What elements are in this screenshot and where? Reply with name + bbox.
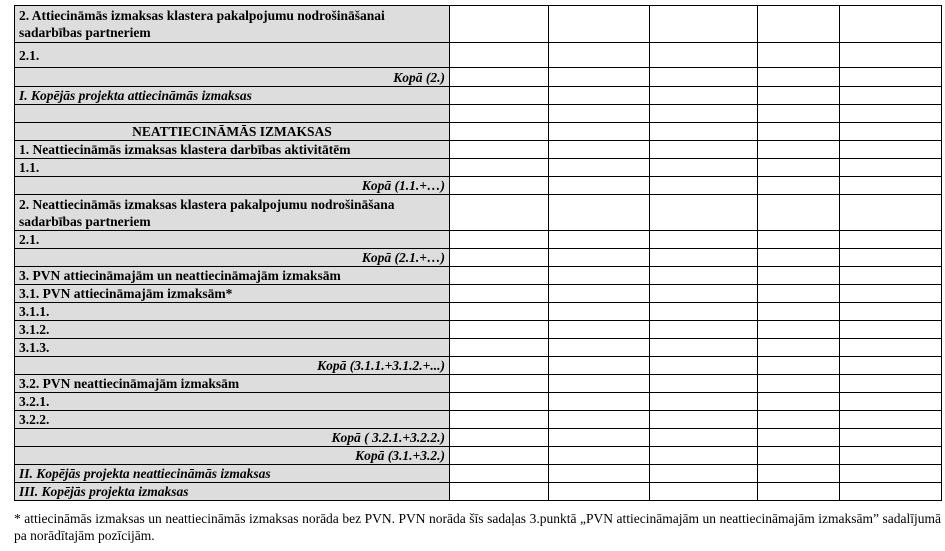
value-cell[interactable] (549, 339, 650, 357)
value-cell[interactable] (549, 68, 650, 87)
cost-table (14, 5, 942, 501)
value-cell[interactable] (758, 195, 840, 231)
value-cell[interactable] (840, 483, 942, 501)
value-cell[interactable] (450, 141, 549, 159)
value-cell[interactable] (840, 123, 942, 141)
row-label: NEATTIECINĀMĀS IZMAKSAS (15, 123, 450, 141)
value-cell[interactable] (650, 68, 758, 87)
value-cell[interactable] (758, 105, 840, 123)
value-cell[interactable] (450, 411, 549, 429)
value-cell[interactable] (450, 429, 549, 447)
value-cell[interactable] (758, 267, 840, 285)
value-cell[interactable] (758, 411, 840, 429)
value-cell[interactable] (450, 177, 549, 195)
table-row (15, 195, 942, 231)
row-label: Kopā (2.) (15, 68, 450, 87)
row-label: 3. PVN attiecināmajām un neattiecināmajām izmaksām (15, 267, 450, 285)
row-label: 3.1. PVN attiecināmajām izmaksām* (15, 285, 450, 303)
value-cell[interactable] (650, 249, 758, 267)
value-cell[interactable] (758, 231, 840, 249)
row-label: Kopā (1.1.+…) (15, 177, 450, 195)
value-cell[interactable] (840, 43, 942, 68)
value-cell[interactable] (450, 6, 549, 43)
table-row (15, 68, 942, 87)
value-cell[interactable] (840, 357, 942, 375)
value-cell[interactable] (840, 321, 942, 339)
value-cell[interactable] (650, 429, 758, 447)
table-row (15, 321, 942, 339)
value-cell[interactable] (758, 123, 840, 141)
value-cell[interactable] (758, 303, 840, 321)
table-row (15, 141, 942, 159)
row-label: I. Kopējās projekta attiecināmās izmaksas (15, 87, 450, 105)
value-cell[interactable] (758, 87, 840, 105)
value-cell[interactable] (650, 141, 758, 159)
row-label: Kopā (3.1.1.+3.1.2.+...) (15, 357, 450, 375)
value-cell[interactable] (650, 123, 758, 141)
value-cell[interactable] (450, 393, 549, 411)
value-cell[interactable] (840, 267, 942, 285)
value-cell[interactable] (758, 339, 840, 357)
value-cell[interactable] (840, 68, 942, 87)
value-cell[interactable] (758, 465, 840, 483)
value-cell[interactable] (840, 249, 942, 267)
value-cell[interactable] (450, 195, 549, 231)
value-cell[interactable] (650, 393, 758, 411)
value-cell[interactable] (450, 159, 549, 177)
value-cell[interactable] (450, 105, 549, 123)
value-cell[interactable] (549, 141, 650, 159)
table-row (15, 6, 942, 43)
value-cell[interactable] (758, 68, 840, 87)
table-row (15, 303, 942, 321)
value-cell[interactable] (840, 393, 942, 411)
value-cell[interactable] (450, 357, 549, 375)
value-cell[interactable] (840, 447, 942, 465)
table-row (15, 123, 942, 141)
row-label (15, 105, 450, 123)
value-cell[interactable] (758, 429, 840, 447)
row-label: 3.1.3. (15, 339, 450, 357)
value-cell[interactable] (549, 285, 650, 303)
value-cell[interactable] (650, 105, 758, 123)
table-row (15, 393, 942, 411)
value-cell[interactable] (758, 447, 840, 465)
value-cell[interactable] (650, 357, 758, 375)
value-cell[interactable] (650, 447, 758, 465)
value-cell[interactable] (650, 6, 758, 43)
value-cell[interactable] (650, 321, 758, 339)
value-cell[interactable] (450, 87, 549, 105)
value-cell[interactable] (840, 411, 942, 429)
table-row (15, 105, 942, 123)
value-cell[interactable] (840, 195, 942, 231)
value-cell[interactable] (450, 43, 549, 68)
table-row (15, 159, 942, 177)
row-label: III. Kopējās projekta izmaksas (15, 483, 450, 501)
row-label: 1.1. (15, 159, 450, 177)
value-cell[interactable] (650, 465, 758, 483)
value-cell[interactable] (758, 357, 840, 375)
row-label: 3.1.2. (15, 321, 450, 339)
row-label: 2.1. (15, 231, 450, 249)
value-cell[interactable] (650, 87, 758, 105)
table-row (15, 447, 942, 465)
value-cell[interactable] (840, 105, 942, 123)
value-cell[interactable] (840, 177, 942, 195)
value-cell[interactable] (450, 123, 549, 141)
table-row (15, 249, 942, 267)
row-label: 3.2. PVN neattiecināmajām izmaksām (15, 375, 450, 393)
value-cell[interactable] (840, 375, 942, 393)
table-row (15, 267, 942, 285)
value-cell[interactable] (549, 231, 650, 249)
value-cell[interactable] (840, 141, 942, 159)
value-cell[interactable] (450, 483, 549, 501)
value-cell[interactable] (450, 465, 549, 483)
table-row (15, 43, 942, 68)
row-label: 2.1. (15, 43, 450, 68)
table-row (15, 177, 942, 195)
value-cell[interactable] (450, 303, 549, 321)
row-label: 2. Attiecināmās izmaksas klastera pakalpojumu nodrošināšanai sadarbības partneriem (15, 6, 450, 43)
value-cell[interactable] (758, 483, 840, 501)
value-cell[interactable] (650, 411, 758, 429)
value-cell[interactable] (450, 285, 549, 303)
footnote: * attiecināmās izmaksas un neattiecināmās izmaksas norāda bez PVN. PVN norāda šīs sadaļas 3.punktā „PVN attiecināmajām un neattiecināmajām izmaksām” sadalījumā pa norādītajām pozīcijām. (14, 511, 941, 543)
value-cell[interactable] (450, 447, 549, 465)
value-cell[interactable] (549, 429, 650, 447)
table-row (15, 357, 942, 375)
value-cell[interactable] (840, 231, 942, 249)
value-cell[interactable] (549, 483, 650, 501)
table-row (15, 429, 942, 447)
value-cell[interactable] (758, 249, 840, 267)
value-cell[interactable] (840, 87, 942, 105)
row-label: 1. Neattiecināmās izmaksas klastera darbības aktivitātēm (15, 141, 450, 159)
value-cell[interactable] (840, 6, 942, 43)
value-cell[interactable] (450, 375, 549, 393)
row-label: 3.2.1. (15, 393, 450, 411)
value-cell[interactable] (840, 159, 942, 177)
table-row (15, 285, 942, 303)
value-cell[interactable] (650, 339, 758, 357)
table-row (15, 339, 942, 357)
value-cell[interactable] (758, 159, 840, 177)
row-label: 3.2.2. (15, 411, 450, 429)
value-cell[interactable] (549, 393, 650, 411)
value-cell[interactable] (758, 393, 840, 411)
value-cell[interactable] (549, 6, 650, 43)
value-cell[interactable] (549, 411, 650, 429)
value-cell[interactable] (650, 267, 758, 285)
value-cell[interactable] (549, 87, 650, 105)
row-label: Kopā (3.1.+3.2.) (15, 447, 450, 465)
table-row (15, 231, 942, 249)
value-cell[interactable] (758, 321, 840, 339)
value-cell[interactable] (450, 249, 549, 267)
value-cell[interactable] (650, 159, 758, 177)
value-cell[interactable] (650, 285, 758, 303)
value-cell[interactable] (650, 375, 758, 393)
row-label: 2. Neattiecināmās izmaksas klastera pakalpojumu nodrošināšana sadarbības partneriem (15, 195, 450, 231)
value-cell[interactable] (650, 231, 758, 249)
row-label: 3.1.1. (15, 303, 450, 321)
row-label: Kopā (2.1.+…) (15, 249, 450, 267)
value-cell[interactable] (758, 43, 840, 68)
value-cell[interactable] (840, 303, 942, 321)
value-cell[interactable] (549, 375, 650, 393)
value-cell[interactable] (549, 447, 650, 465)
value-cell[interactable] (840, 285, 942, 303)
value-cell[interactable] (840, 465, 942, 483)
value-cell[interactable] (549, 465, 650, 483)
value-cell[interactable] (549, 321, 650, 339)
value-cell[interactable] (840, 339, 942, 357)
value-cell[interactable] (450, 68, 549, 87)
cost-table-body (15, 6, 942, 501)
value-cell[interactable] (450, 267, 549, 285)
value-cell[interactable] (450, 339, 549, 357)
value-cell[interactable] (758, 375, 840, 393)
value-cell[interactable] (650, 195, 758, 231)
value-cell[interactable] (758, 285, 840, 303)
value-cell[interactable] (549, 267, 650, 285)
value-cell[interactable] (549, 105, 650, 123)
row-label: II. Kopējās projekta neattiecināmās izmaksas (15, 465, 450, 483)
value-cell[interactable] (450, 321, 549, 339)
value-cell[interactable] (758, 177, 840, 195)
value-cell[interactable] (549, 249, 650, 267)
value-cell[interactable] (450, 231, 549, 249)
value-cell[interactable] (549, 195, 650, 231)
table-row (15, 465, 942, 483)
value-cell[interactable] (549, 357, 650, 375)
table-row (15, 411, 942, 429)
value-cell[interactable] (650, 177, 758, 195)
value-cell[interactable] (549, 159, 650, 177)
table-row (15, 375, 942, 393)
value-cell[interactable] (650, 303, 758, 321)
value-cell[interactable] (650, 483, 758, 501)
value-cell[interactable] (650, 43, 758, 68)
value-cell[interactable] (549, 43, 650, 68)
value-cell[interactable] (758, 141, 840, 159)
value-cell[interactable] (549, 303, 650, 321)
value-cell[interactable] (549, 177, 650, 195)
row-label: Kopā ( 3.2.1.+3.2.2.) (15, 429, 450, 447)
table-row (15, 483, 942, 501)
value-cell[interactable] (758, 6, 840, 43)
value-cell[interactable] (840, 429, 942, 447)
table-row (15, 87, 942, 105)
value-cell[interactable] (549, 123, 650, 141)
